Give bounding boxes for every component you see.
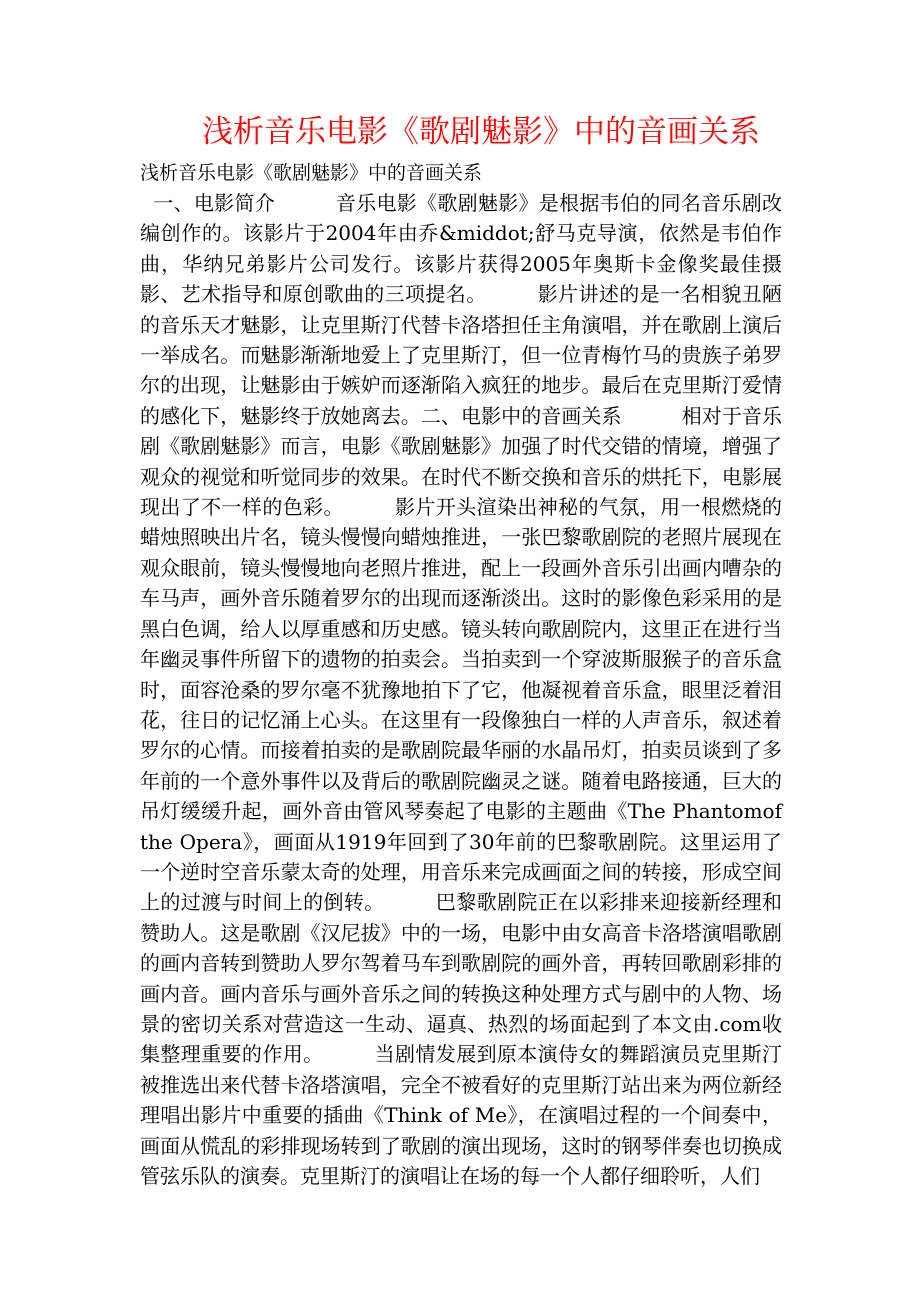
document-subtitle: 浅析音乐电影《歌剧魅影》中的音画关系 (140, 162, 483, 184)
document-body-text: 一、电影简介 音乐电影《歌剧魅影》是根据韦伯的同名音乐剧改编创作的。该影片于2004年由乔&middot;舒马克导演，依然是韦伯作曲，华纳兄弟影片公司发行。该影片获得2005年奥斯卡金像奖最佳摄影、艺术指导和原创歌曲的三项提名。 影片讲述的是一名相貌丑陋的音乐天才魅影，让克里斯汀代替卡洛塔担任主角演唱，并在歌剧上演后一举成名。而魅影渐渐地爱上了克里斯汀，但一位青梅竹马的贵族子弟罗尔的出现，让魅影由于嫉妒而逐渐陷入疯狂的地步。最后在克里斯汀爱情的感化下，魅影终于放她离去。二、电影中的音画关系 相对于音乐剧《歌剧魅影》而言，电影《歌剧魅影》加强了时代交错的情境，增强了观众的视觉和听觉同步的效果。在时代不断交换和音乐的烘托下，电影展现出了不一样的色彩。 影片开头渲染出神秘的气氛，用一根燃烧的蜡烛照映出片名，镜头慢慢向蜡烛推进，一张巴黎歌剧院的老照片展现在观众眼前，镜头慢慢地向老照片推进，配上一段画外音乐引出画内嘈杂的车马声，画外音乐随着罗尔的出现而逐渐淡出。这时的影像色彩采用的是黑白色调，给人以厚重感和历史感。镜头转向歌剧院内，这里正在进行当年幽灵事件所留下的遗物的拍卖会。当拍卖到一个穿波斯服猴子的音乐盒时，面容沧桑的罗尔毫不犹豫地拍下了它，他凝视着音乐盒，眼里泛着泪花，往日的记忆涌上心头。在这里有一段像独白一样的人声音乐，叙述着罗尔的心情。而接着拍卖的是歌剧院最华丽的水晶吊灯，拍卖员谈到了多年前的一个意外事件以及背后的歌剧院幽灵之谜。随着电路接通，巨大的吊灯缓缓升起，画外音由管风琴奏起了电影的主题曲《The Phantomof the Opera》，画面从1919年回到了30年前的巴黎歌剧院。这里运用了一个逆时空音乐蒙太奇的处理，用音乐来完成画面之间的转接，形成空间上的过渡与时间上的倒转。 巴黎歌剧院正在以彩排来迎接新经理和赞助人。这是歌剧《汉尼拔》中的一场，电影中由女高音卡洛塔演唱歌剧的画内音转到赞助人罗尔驾着马车到歌剧院的画外音，再转回歌剧彩排的画内音。画内音乐与画外音乐之间的转换这种处理方式与剧中的人物、场景的密切关系对营造这一生动、逼真、热烈的场面起到了本文由.com收集整理重要的作用。 当剧情发展到原本演侍女的舞蹈演员克里斯汀被推选出来代替卡洛塔演唱，完全不被看好的克里斯汀站出来为两位新经理唱出影片中重要的插曲《Think of Me》，在演唱过程的一个间奏中，画面从慌乱的彩排现场转到了歌剧的演出现场，这时的钢琴伴奏也切换成管弦乐队的演奏。克里斯汀的演唱让在场的每一个人都仔细聆听，人们 (140, 191, 789, 1188)
document-page (140, 112, 789, 1191)
document-title: 浅析音乐电影《歌剧魅影》中的音画关系 (202, 114, 760, 150)
